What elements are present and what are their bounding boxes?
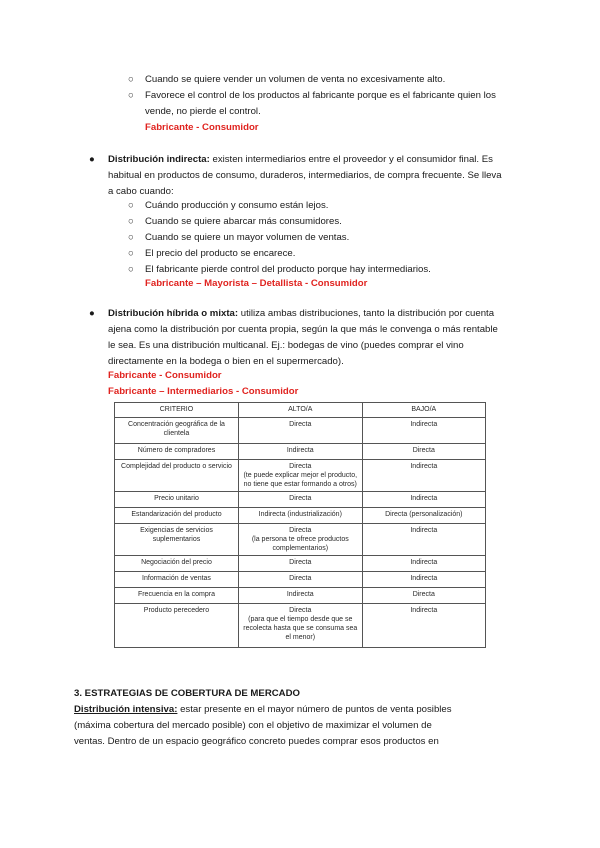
section3-term: Distribución intensiva: — [74, 704, 178, 715]
criterion-cell: Concentración geográfica de la clientela — [115, 418, 239, 444]
circle-bullet-icon: ○ — [128, 216, 134, 227]
alto-cell: Directa — [238, 418, 362, 444]
alto-cell: Indirecta — [238, 444, 362, 460]
criterion-cell: Negociación del precio — [115, 556, 239, 572]
alto-cell: Directa (la persona te ofrece productos complementarios) — [238, 524, 362, 556]
bajo-cell: Directa — [362, 444, 485, 460]
bajo-cell: Indirecta — [362, 418, 485, 444]
section3-heading: 3. ESTRATEGIAS DE COBERTURA DE MERCADO — [74, 688, 301, 699]
table-row — [115, 604, 486, 648]
table-row — [115, 524, 486, 556]
indirect-item-2: Cuando se quiere un mayor volumen de ventas. — [145, 232, 350, 243]
table-row — [115, 508, 486, 524]
dot-bullet-icon: ● — [89, 308, 95, 319]
bajo-cell: Directa (personalización) — [362, 508, 485, 524]
header-bajo: BAJO/A — [362, 403, 485, 418]
indirect-line2: habitual en productos de consumo, duraderos, intermediarios, de compra frecuente. Se lleva — [108, 170, 502, 181]
circle-bullet-icon: ○ — [128, 74, 134, 85]
indirect-line1 — [108, 152, 493, 168]
criterion-cell: Estandarización del producto — [115, 508, 239, 524]
circle-bullet-icon: ○ — [128, 232, 134, 243]
circle-bullet-icon: ○ — [128, 90, 134, 101]
table-row — [115, 556, 486, 572]
alto-cell: Directa (te puede explicar mejor el producto, no tiene que estar formando a otros) — [238, 460, 362, 492]
section3-line2: (máxima cobertura del mercado posible) con el objetivo de maximizar el volumen de — [74, 720, 432, 731]
hybrid-line2: ajena como la distribución por cuenta propia, según la que más le convenga o más rentable — [108, 324, 498, 335]
chain-hybrid-1: Fabricante - Consumidor — [108, 370, 222, 381]
table-row — [115, 492, 486, 508]
alto-cell: Directa — [238, 556, 362, 572]
hybrid-line4: directamente en la bodega o bien en el supermercado). — [108, 356, 344, 367]
table-row — [115, 444, 486, 460]
hybrid-title: Distribución híbrida o mixta: — [108, 308, 239, 319]
header-alto: ALTO/A — [238, 403, 362, 418]
section3-line1 — [74, 702, 452, 718]
criterion-cell: Número de compradores — [115, 444, 239, 460]
table-body — [115, 418, 486, 648]
section3-line3: ventas. Dentro de un espacio geográfico concreto puedes comprar esos productos en — [74, 736, 439, 747]
table-row — [115, 418, 486, 444]
circle-bullet-icon: ○ — [128, 248, 134, 259]
criterion-cell: Complejidad del producto o servicio — [115, 460, 239, 492]
indirect-title: Distribución indirecta: — [108, 154, 210, 165]
criterion-cell: Producto perecedero — [115, 604, 239, 648]
indirect-item-3: El precio del producto se encarece. — [145, 248, 296, 259]
chain-direct: Fabricante - Consumidor — [145, 122, 259, 133]
indirect-line3: a cabo cuando: — [108, 186, 174, 197]
bajo-cell: Directa — [362, 588, 485, 604]
indirect-item-1: Cuando se quiere abarcar más consumidores. — [145, 216, 342, 227]
indirect-item-0: Cuándo producción y consumo están lejos. — [145, 200, 329, 211]
top-item-2-line2: vende, no pierde el control. — [145, 106, 261, 117]
criterion-cell: Precio unitario — [115, 492, 239, 508]
top-item-1: Cuando se quiere vender un volumen de venta no excesivamente alto. — [145, 74, 446, 85]
criterion-cell: Información de ventas — [115, 572, 239, 588]
criterion-cell: Frecuencia en la compra — [115, 588, 239, 604]
circle-bullet-icon: ○ — [128, 200, 134, 211]
top-item-2-line1: Favorece el control de los productos al fabricante porque es el fabricante quien los — [145, 90, 496, 101]
bajo-cell: Indirecta — [362, 572, 485, 588]
bajo-cell: Indirecta — [362, 556, 485, 572]
dot-bullet-icon: ● — [89, 154, 95, 165]
chain-hybrid-2: Fabricante – Intermediarios - Consumidor — [108, 386, 299, 397]
chain-indirect: Fabricante – Mayorista – Detallista - Consumidor — [145, 278, 368, 289]
indirect-line1-text: existen intermediarios entre el proveedor y el consumidor final. Es — [209, 154, 493, 165]
hybrid-line1-text: utiliza ambas distribuciones, tanto la distribución por cuenta — [238, 308, 495, 319]
bajo-cell: Indirecta — [362, 524, 485, 556]
indirect-item-4: El fabricante pierde control del producto porque hay intermediarios. — [145, 264, 431, 275]
alto-cell: Indirecta — [238, 588, 362, 604]
bajo-cell: Indirecta — [362, 604, 485, 648]
table-header-row — [115, 403, 486, 418]
table-row — [115, 572, 486, 588]
alto-cell: Directa — [238, 492, 362, 508]
circle-bullet-icon: ○ — [128, 264, 134, 275]
criterion-cell: Exigencias de servicios suplementarios — [115, 524, 239, 556]
hybrid-line1 — [108, 306, 494, 322]
bajo-cell: Indirecta — [362, 492, 485, 508]
alto-cell: Indirecta (industrialización) — [238, 508, 362, 524]
alto-cell: Directa — [238, 572, 362, 588]
alto-cell: Directa (para que el tiempo desde que se recolecta hasta que se consuma sea el menor) — [238, 604, 362, 648]
bajo-cell: Indirecta — [362, 460, 485, 492]
section3-line1-text: estar presente en el mayor número de puntos de venta posibles — [177, 704, 452, 715]
table-row — [115, 588, 486, 604]
table-row — [115, 460, 486, 492]
criteria-table — [114, 402, 486, 648]
hybrid-line3: le sea. Es una distribución multicanal. Ej.: bodegas de vino (puedes comprar el vino — [108, 340, 464, 351]
header-criterio: CRITERIO — [115, 403, 239, 418]
